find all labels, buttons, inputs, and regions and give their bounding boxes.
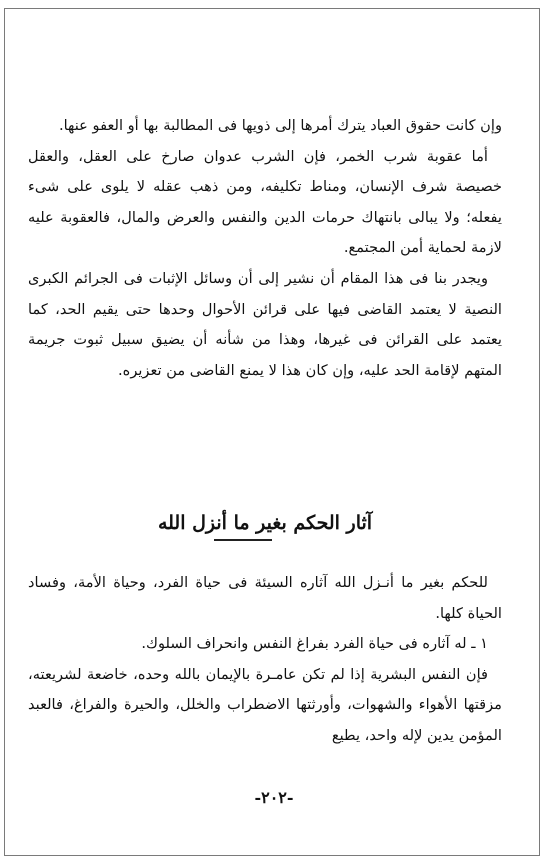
paragraph: للحكم بغير ما أنـزل الله آثاره السيئة فى حياة الفرد، وحياة الأمة، وفساد الحياة كلها. — [28, 574, 502, 622]
paragraph: وإن كانت حقوق العباد يترك أمرها إلى ذويها فى المطالبة بها أو العفو عنها. — [58, 117, 502, 134]
list-item: ١ ـ له آثاره فى حياة الفرد بفراغ النفس وانحراف السلوك. — [141, 635, 488, 653]
section-heading: آثار الحكم بغير ما أنزل الله — [157, 512, 373, 534]
text-block-upper — [28, 111, 502, 386]
page-number: -٢٠٢- — [254, 788, 294, 807]
paragraph: ويجدر بنا فى هذا المقام أن نشير إلى أن وسائل الإثبات فى الجرائم الكبرى النصية لا يعتمد القاضى فيها على قرائن الأحوال وحدها حتى يقيم الحد، كما يعتمد على القرائن فى غيرها، وهذا من شأنه أن يضيق سبيل ثبوت جريمة المتهم لإقامة الحد عليه، وإن كان هذا لا يمنع القاضى من تعزيره. — [28, 269, 502, 379]
heading-underline — [214, 539, 272, 541]
paragraph: فإن النفس البشرية إذا لم تكن عامـرة بالإيمان بالله وحده، خاضعة لشريعته، مزقتها الأهواء والشهوات، وأورثتها الاضطراب والخلل، والحيرة والفراغ، فالعبد المؤمن يدين لإله واحد، يطيع — [28, 665, 502, 744]
text-block-lower — [28, 568, 502, 752]
paragraph: أما عقوبة شرب الخمر، فإن الشرب عدوان صارخ على العقل، والعقل خصيصة شرف الإنسان، ومناط تكليفه، ومن ذهب عقله لا يلوى على شىء يفعله؛ ولا يبالى بانتهاك حرمات الدين والنفس والعرض والمال، فالعقوبة عليه لازمة لحماية أمن المجتمع. — [28, 147, 502, 257]
